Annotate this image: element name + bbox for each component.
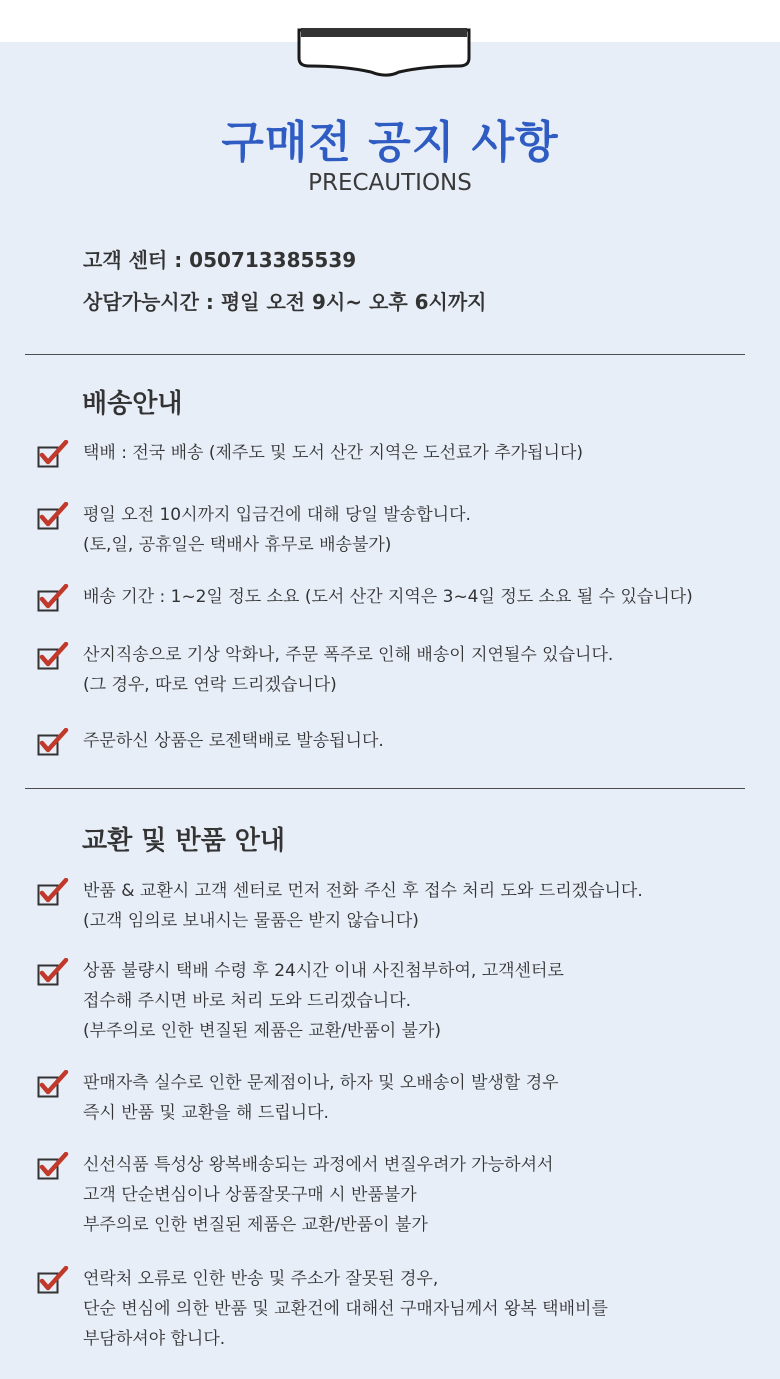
returns-item-line: 연락처 오류로 인한 반송 및 주소가 잘못된 경우,	[83, 1269, 439, 1289]
shipping-item-text	[83, 640, 613, 700]
returns-item-line: 상품 불량시 택배 수령 후 24시간 이내 사진첨부하여, 고객센터로	[83, 961, 564, 981]
returns-heading: 교환 및 반품 안내	[82, 826, 285, 856]
returns-item-line: 판매자측 실수로 인한 문제점이나, 하자 및 오배송이 발생할 경우	[83, 1073, 559, 1093]
shipping-item-line: 배송 기간 : 1~2일 정도 소요 (도서 산간 지역은 3~4일 정도 소요 될 수 있습니다)	[83, 587, 693, 607]
shipping-item-line: 택배 : 전국 배송 (제주도 및 도서 산간 지역은 도선료가 추가됩니다)	[83, 443, 584, 463]
returns-item-line: (고객 임의로 보내시는 물품은 받지 않습니다)	[83, 911, 419, 931]
returns-item-line: 신선식품 특성상 왕복배송되는 과정에서 변질우려가 가능하셔서	[83, 1155, 554, 1175]
returns-item-text	[83, 1264, 608, 1354]
page-subtitle: PRECAUTIONS	[308, 170, 472, 196]
customer-center-phone: 고객 센터 : 050713385539	[83, 248, 357, 272]
returns-item-text	[83, 1150, 553, 1240]
shipping-item-line: (그 경우, 따로 연락 드리겠습니다)	[83, 675, 337, 695]
shipping-item-text	[83, 438, 583, 468]
shipping-item-line: 산지직송으로 기상 악화나, 주문 폭주로 인해 배송이 지연될수 있습니다.	[83, 645, 614, 665]
clipboard-clip-icon	[295, 28, 473, 78]
returns-item-line: 부담하셔야 합니다.	[83, 1329, 226, 1349]
returns-item-line: 고객 단순변심이나 상품잘못구매 시 반품불가	[83, 1185, 417, 1205]
returns-item-line: 접수해 주시면 바로 처리 도와 드리겠습니다.	[83, 991, 412, 1011]
returns-item-line: 부주의로 인한 변질된 제품은 교환/반품이 불가	[83, 1215, 428, 1235]
divider	[25, 354, 745, 355]
returns-item-line: 즉시 반품 및 교환을 해 드립니다.	[83, 1103, 329, 1123]
returns-item-text	[83, 956, 564, 1046]
shipping-heading: 배송안내	[82, 389, 183, 419]
shipping-item-line: 주문하신 상품은 로젠택배로 발송됩니다.	[83, 731, 384, 751]
shipping-item-text	[83, 500, 471, 560]
returns-item-line: (부주의로 인한 변질된 제품은 교환/반품이 불가)	[83, 1021, 442, 1041]
divider	[25, 788, 745, 789]
returns-item-text	[83, 876, 643, 936]
returns-item-line: 반품 & 교환시 고객 센터로 먼저 전화 주신 후 접수 처리 도와 드리겠습니다.	[83, 881, 643, 901]
returns-item-line: 단순 변심에 의한 반품 및 교환건에 대해선 구매자님께서 왕복 택배비를	[83, 1299, 608, 1319]
shipping-item-text	[83, 726, 384, 756]
returns-item-text	[83, 1068, 559, 1128]
consultation-hours: 상담가능시간 : 평일 오전 9시~ 오후 6시까지	[83, 290, 487, 314]
shipping-item-line: (토,일, 공휴일은 택배사 휴무로 배송불가)	[83, 535, 392, 555]
shipping-item-text	[83, 582, 693, 612]
page-title: 구매전 공지 사항	[221, 117, 559, 168]
shipping-item-line: 평일 오전 10시까지 입금건에 대해 당일 발송합니다.	[83, 505, 471, 525]
